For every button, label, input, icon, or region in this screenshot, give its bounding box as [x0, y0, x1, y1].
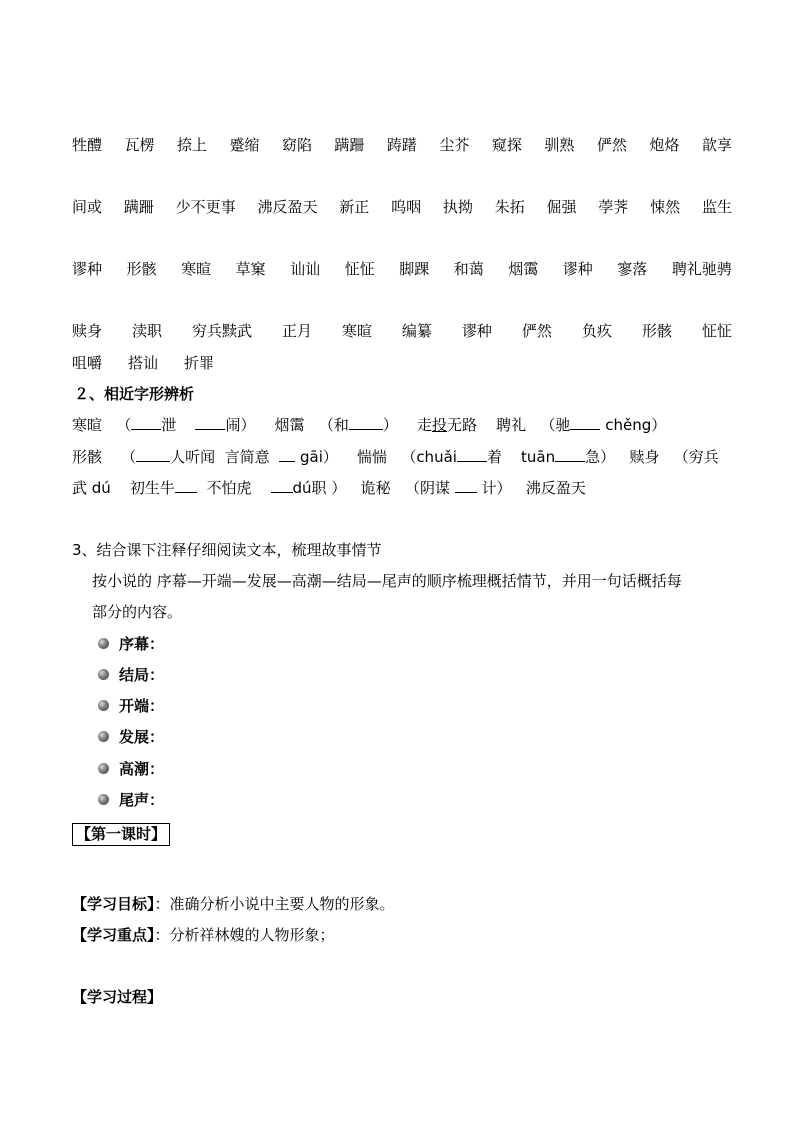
- word: 不怕虎: [206, 479, 252, 497]
- goal-text: ：准确分析小说中主要人物的形象。: [154, 895, 395, 913]
- compare-line-3: [72, 477, 586, 498]
- word: dú职 ）: [292, 479, 347, 497]
- word: 言简意: [224, 448, 270, 466]
- vocab-word: 窥探: [491, 136, 522, 154]
- paren: （: [116, 416, 132, 434]
- plot-item-label: 尾声：: [119, 791, 165, 809]
- word: 急）: [585, 448, 616, 466]
- blank: [457, 461, 487, 462]
- vocab-word: 倔强: [546, 198, 577, 216]
- plot-item-label: 高潮：: [119, 760, 165, 778]
- pinyin: （chuǎi: [401, 448, 457, 466]
- vocab-row-5: [72, 352, 732, 373]
- bullet-icon: [98, 638, 109, 649]
- word: 走: [416, 416, 432, 434]
- learning-process: 【学习过程】: [72, 988, 163, 1006]
- word: （阴谋: [404, 479, 450, 497]
- vocab-word: 讪讪: [290, 260, 321, 278]
- vocab-word: 负疚: [581, 322, 612, 340]
- vocab-word: 谬种: [562, 260, 593, 278]
- word: 形骸: [72, 448, 103, 466]
- vocab-word: 窈陷: [281, 136, 312, 154]
- plot-item-label: 开端：: [119, 697, 165, 715]
- vocab-word: 正月: [281, 322, 312, 340]
- vocab-word: 寒暄: [341, 322, 372, 340]
- instruction-line-1: 按小说的 序幕—开端—发展—高潮—结局—尾声的顺序梳理概括情节，并用一句话概括每: [92, 572, 682, 590]
- vocab-word: 蹙缩: [229, 136, 260, 154]
- vocab-word: 歆享: [701, 136, 732, 154]
- word: （和: [318, 416, 349, 434]
- bullet-icon: [98, 700, 109, 711]
- vocab-word: 渎职: [131, 322, 162, 340]
- vocab-word: 沸反盈天: [257, 198, 318, 216]
- blank: [271, 492, 293, 493]
- vocab-word: 炮烙: [649, 136, 680, 154]
- vocab-word: 少不更事: [175, 198, 236, 216]
- word: 初生牛: [129, 479, 175, 497]
- word: 赎身: [629, 448, 660, 466]
- vocab-word: 蹒跚: [123, 198, 154, 216]
- learning-goal: [72, 893, 395, 914]
- blank: [279, 461, 295, 462]
- vocab-word: 形骸: [641, 322, 672, 340]
- vocab-row-1: [72, 134, 732, 155]
- word: 沸反盈天: [525, 479, 586, 497]
- vocab-word: 俨然: [596, 136, 627, 154]
- instruction-line-2: 部分的内容。: [92, 603, 183, 621]
- vocab-word: 蹒跚: [334, 136, 365, 154]
- pinyin: chěng）: [605, 416, 667, 434]
- bullet-icon: [98, 763, 109, 774]
- vocab-row-4: [72, 320, 732, 341]
- word: 武 dú: [72, 479, 111, 497]
- vocab-word: 踌躇: [386, 136, 417, 154]
- word: 计）: [481, 479, 512, 497]
- lesson-box: 【第一课时】: [72, 823, 170, 846]
- vocab-word: 折罪: [184, 354, 215, 372]
- vocab-word: 编纂: [401, 322, 432, 340]
- word: 聘礼: [496, 416, 527, 434]
- blank: [195, 429, 225, 430]
- bullet-icon: [98, 731, 109, 742]
- blank: [570, 429, 600, 430]
- vocab-word: 监生: [701, 198, 732, 216]
- vocab-row-3: [72, 258, 732, 279]
- vocab-word: 草窠: [235, 260, 266, 278]
- vocab-word: 俨然: [521, 322, 552, 340]
- vocab-word: 荸荠: [598, 198, 629, 216]
- compare-line-1: [72, 414, 666, 435]
- vocab-word: 驯熟: [544, 136, 575, 154]
- vocab-word: 搭讪: [128, 354, 159, 372]
- vocab-word: 咀嚼: [72, 354, 103, 372]
- vocab-word: 牲醴: [72, 136, 103, 154]
- blank: [555, 461, 585, 462]
- vocab-row-2: [72, 196, 732, 217]
- word: 闹）: [225, 416, 256, 434]
- vocab-word: 捺上: [176, 136, 207, 154]
- vocab-word: 烟霭: [508, 260, 539, 278]
- blank: [455, 492, 477, 493]
- pinyin: tuān: [521, 448, 556, 466]
- vocab-word: 形骸: [126, 260, 157, 278]
- word: 无路: [447, 416, 478, 434]
- plot-item-prologue: [98, 633, 164, 654]
- blank: [131, 429, 161, 430]
- word: 寒暄: [72, 416, 103, 434]
- vocab-word: 脚踝: [399, 260, 430, 278]
- vocab-word: 寥落: [617, 260, 648, 278]
- goal-label: 【学习目标】: [72, 895, 155, 913]
- word: 诡秘: [360, 479, 391, 497]
- blank: [175, 492, 197, 493]
- plot-item-development: [98, 726, 164, 747]
- word: 泄: [161, 416, 177, 434]
- word: （穷兵: [673, 448, 719, 466]
- vocab-word: 瓦楞: [124, 136, 155, 154]
- vocab-word: 怔怔: [344, 260, 375, 278]
- vocab-word: 赎身: [72, 322, 103, 340]
- word: 惴惴: [356, 448, 387, 466]
- blank: [349, 429, 383, 430]
- vocab-word: 谬种: [72, 260, 103, 278]
- bullet-icon: [98, 794, 109, 805]
- bullet-icon: [98, 669, 109, 680]
- vocab-word: 谬种: [461, 322, 492, 340]
- vocab-word: 和蔼: [453, 260, 484, 278]
- word: （驰: [540, 416, 571, 434]
- vocab-word: 朱拓: [494, 198, 525, 216]
- pinyin: gāi）: [300, 448, 338, 466]
- word: 着: [486, 448, 502, 466]
- plot-item-label: 结局：: [119, 666, 165, 684]
- vocab-word: 穷兵黩武: [191, 322, 252, 340]
- plot-item-label: 发展：: [119, 728, 165, 746]
- compare-line-2: [72, 446, 719, 467]
- section-3-heading: 3、结合课下注释仔细阅读文本，梳理故事情节: [72, 541, 382, 559]
- vocab-word: 怔怔: [701, 322, 732, 340]
- word: 烟霭: [274, 416, 305, 434]
- vocab-word: 间或: [72, 198, 103, 216]
- learning-focus: [72, 924, 335, 945]
- paren: （: [121, 448, 137, 466]
- focus-label: 【学习重点】: [72, 926, 155, 944]
- vocab-word: 呜咽: [391, 198, 422, 216]
- word: 人听闻: [170, 448, 216, 466]
- vocab-word: 寒暄: [181, 260, 212, 278]
- vocab-word: 悚然: [650, 198, 681, 216]
- plot-item-epilogue: [98, 789, 164, 810]
- plot-item-climax: [98, 758, 164, 779]
- paren: ）: [382, 416, 398, 434]
- vocab-word: 聘礼驰骋: [671, 260, 732, 278]
- section-2-heading: ２、相近字形辨析: [74, 385, 195, 403]
- vocab-word: 尘芥: [439, 136, 470, 154]
- underlined-char: 投: [431, 416, 447, 434]
- plot-item-ending: [98, 664, 164, 685]
- blank: [136, 461, 170, 462]
- vocab-word: 新正: [339, 198, 370, 216]
- vocab-word: 执拗: [442, 198, 473, 216]
- focus-text: ：分析祥林嫂的人物形象；: [154, 926, 335, 944]
- plot-item-label: 序幕：: [119, 635, 165, 653]
- plot-item-beginning: [98, 695, 164, 716]
